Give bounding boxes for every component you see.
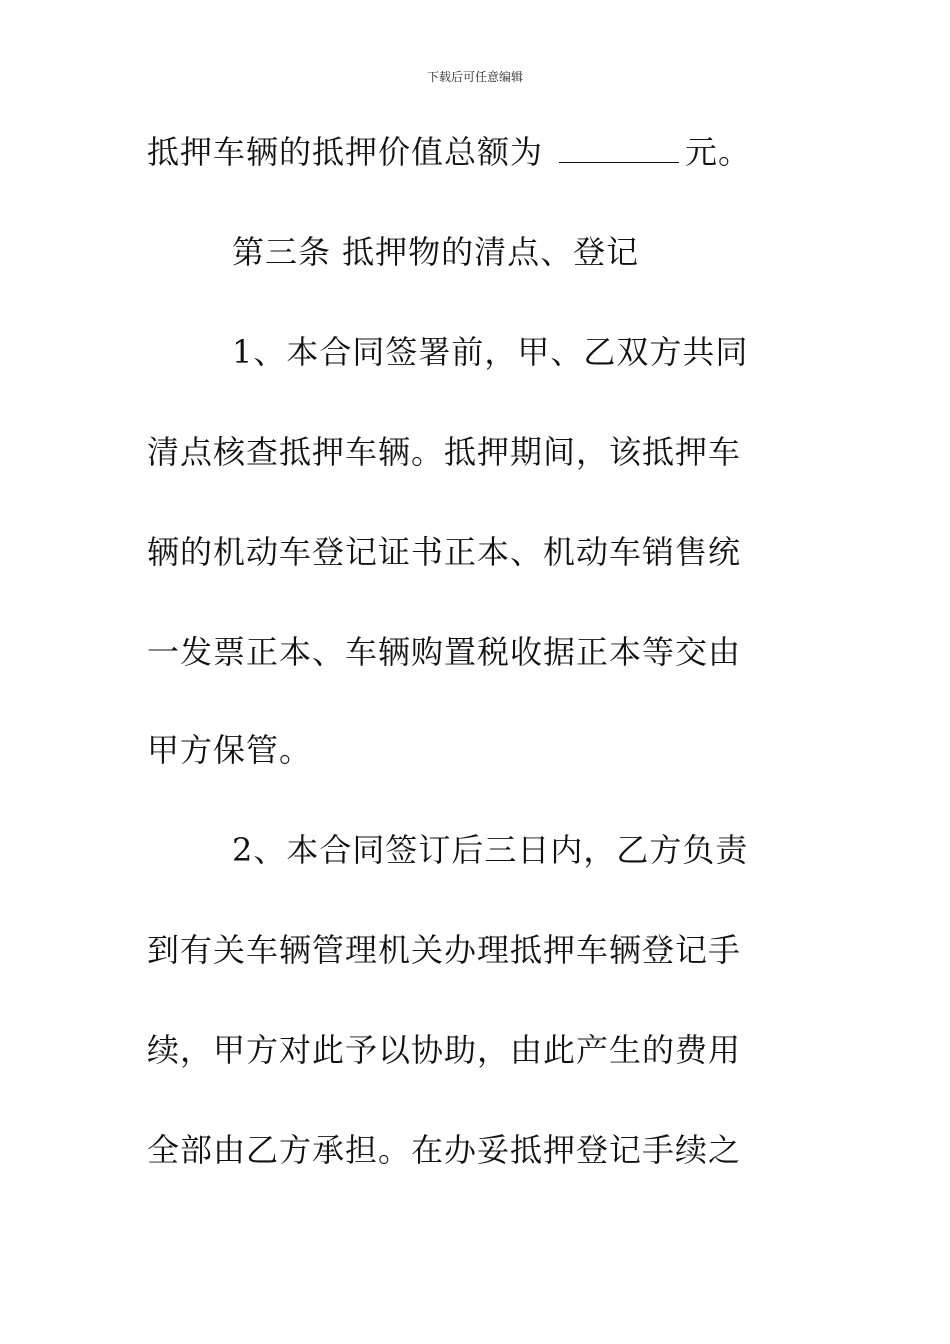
- text-line: 到有关车辆管理机关办理抵押车辆登记手: [147, 931, 742, 969]
- text-line: 全部由乙方承担。在办妥抵押登记手续之: [147, 1131, 742, 1169]
- text-line-suffix: 元。: [685, 133, 752, 171]
- text-line-value-total: [147, 132, 787, 172]
- text-line: 续，甲方对此予以协助，由此产生的费用: [147, 1031, 742, 1069]
- text-line: 辆的机动车登记证书正本、机动车销售统: [147, 533, 742, 571]
- text-line: 甲方保管。: [147, 731, 313, 769]
- text-line: 1、本合同签署前，甲、乙双方共同: [232, 333, 749, 371]
- text-line: 2、本合同签订后三日内，乙方负责: [232, 831, 749, 869]
- header-note: 下载后可任意编辑: [426, 70, 523, 84]
- text-line-prefix: 抵押车辆的抵押价值总额为: [147, 133, 544, 171]
- text-line: 一发票正本、车辆购置税收据正本等交由: [147, 633, 742, 671]
- text-line: 清点核查抵押车辆。抵押期间，该抵押车: [147, 433, 742, 471]
- fill-in-blank: [559, 132, 679, 163]
- section-heading: 第三条 抵押物的清点、登记: [232, 233, 640, 271]
